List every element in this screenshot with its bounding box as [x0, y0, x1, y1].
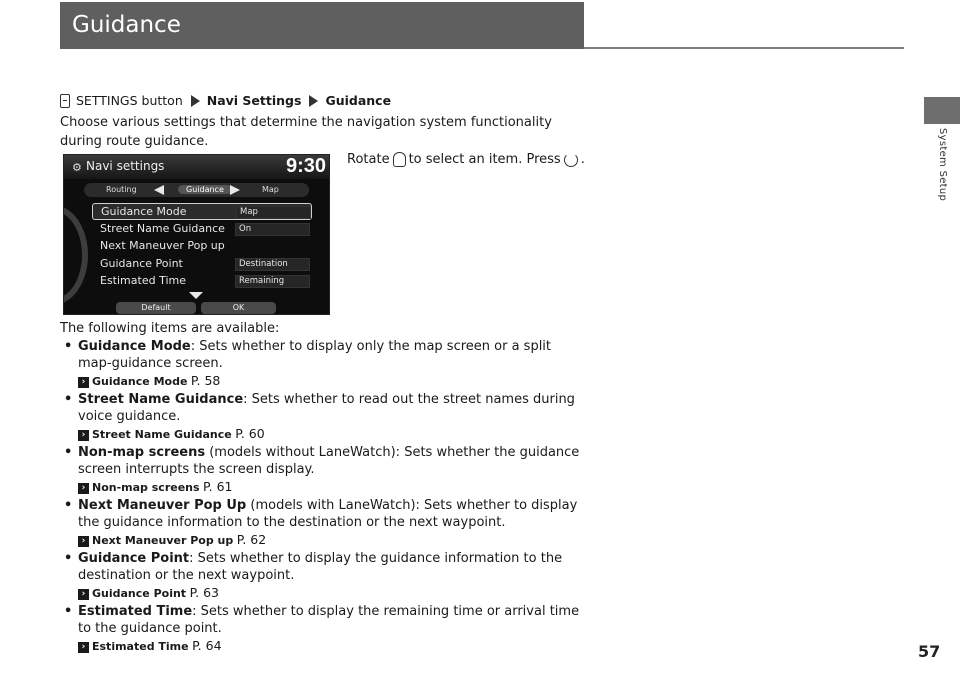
navi-settings-screenshot	[63, 154, 330, 315]
screen-tab-bar	[84, 183, 309, 197]
list-item	[60, 550, 580, 603]
item-name: Guidance Point	[78, 551, 190, 566]
setting-label: Estimated Time	[100, 274, 186, 287]
section-tab-marker	[924, 97, 960, 124]
setting-row-street-name-guidance[interactable]	[92, 221, 312, 238]
item-description: (models with LaneWatch): Sets whether to display the guidance information to the destination or the next waypoint.	[78, 498, 578, 530]
title-rule	[584, 47, 904, 49]
bullet: •	[64, 604, 73, 619]
item-description: (models without LaneWatch): Sets whether the guidance screen interrupts the screen display.	[78, 445, 580, 477]
dial-arc-decoration	[63, 205, 88, 305]
list-item	[60, 338, 580, 391]
item-description: : Sets whether to display only the map screen or a split map-guidance screen.	[78, 339, 552, 371]
cross-reference[interactable]	[78, 637, 580, 656]
ok-button[interactable]: OK	[201, 302, 276, 314]
item-name: Estimated Time	[78, 604, 193, 619]
cross-reference[interactable]	[78, 425, 580, 444]
bullet: •	[64, 339, 73, 354]
reference-name: Street Name Guidance	[92, 428, 232, 441]
list-item	[60, 391, 580, 444]
reference-arrow-icon: ›	[78, 589, 89, 600]
reference-page: P. 61	[203, 479, 233, 494]
breadcrumb-navi-settings: Navi Settings	[206, 93, 302, 108]
setting-label: Guidance Point	[100, 257, 183, 270]
instruction-end: .	[580, 152, 585, 167]
reference-name: Guidance Point	[92, 587, 187, 600]
settings-gear-icon: ⚙	[72, 161, 82, 174]
cross-reference[interactable]	[78, 478, 580, 497]
tab-guidance[interactable]: Guidance	[178, 185, 232, 194]
arrow-right-icon	[309, 95, 318, 107]
item-name: Non-map screens	[78, 445, 206, 460]
item-description: : Sets whether to display the remaining time or arrival time to the guidance point.	[78, 604, 580, 636]
press-dial-icon	[564, 153, 578, 167]
reference-arrow-icon: ›	[78, 536, 89, 547]
bullet: •	[64, 551, 73, 566]
setting-label: Street Name Guidance	[100, 222, 225, 235]
list-item	[60, 497, 580, 550]
setting-value: Destination	[235, 258, 310, 271]
reference-name: Guidance Mode	[92, 375, 188, 388]
cross-reference[interactable]	[78, 372, 580, 391]
item-name: Next Maneuver Pop Up	[78, 498, 247, 513]
intro-text: Choose various settings that determine the navigation system functionality during route guidance.	[60, 115, 552, 149]
reference-arrow-icon: ›	[78, 377, 89, 388]
page-title: Guidance	[60, 2, 584, 49]
setting-label: Guidance Mode	[101, 205, 187, 218]
item-name: Guidance Mode	[78, 339, 191, 354]
tab-left-arrow-icon[interactable]	[154, 185, 164, 195]
page-number: 57	[918, 642, 941, 661]
screen-title: Navi settings	[86, 159, 165, 173]
list-item	[60, 444, 580, 497]
setting-row-estimated-time[interactable]	[92, 273, 312, 290]
item-name: Street Name Guidance	[78, 392, 244, 407]
tab-routing[interactable]: Routing	[106, 185, 137, 194]
tab-right-arrow-icon[interactable]	[230, 185, 240, 195]
tab-map[interactable]: Map	[262, 185, 279, 194]
list-item	[60, 603, 580, 656]
reference-name: Next Maneuver Pop up	[92, 534, 234, 547]
screen-header	[64, 155, 329, 179]
reference-page: P. 63	[189, 585, 220, 600]
setting-row-next-maneuver-pop-up[interactable]	[92, 238, 312, 255]
items-list	[60, 320, 580, 656]
default-button[interactable]: Default	[116, 302, 196, 314]
item-description: : Sets whether to display the guidance information to the destination or the next waypoint.	[78, 551, 563, 583]
reference-name: Non-map screens	[92, 481, 200, 494]
scroll-down-icon[interactable]	[189, 292, 203, 299]
bullet: •	[64, 392, 73, 407]
interface-dial-icon	[393, 152, 406, 167]
reference-arrow-icon: ›	[78, 483, 89, 494]
arrow-right-icon	[191, 95, 200, 107]
reference-arrow-icon: ›	[78, 642, 89, 653]
home-icon	[60, 94, 70, 108]
section-label: System Setup	[937, 128, 948, 202]
instruction-rotate: Rotate	[347, 152, 390, 167]
reference-arrow-icon: ›	[78, 430, 89, 441]
item-description: : Sets whether to read out the street names during voice guidance.	[78, 392, 575, 424]
bullet: •	[64, 445, 73, 460]
setting-value: Map	[236, 206, 311, 219]
cross-reference[interactable]	[78, 584, 580, 603]
breadcrumb-guidance: Guidance	[325, 93, 392, 108]
reference-page: P. 64	[192, 638, 222, 653]
breadcrumb	[60, 93, 391, 108]
instruction-middle: to select an item. Press	[408, 152, 561, 167]
instruction	[347, 152, 585, 167]
reference-name: Estimated Time	[92, 640, 189, 653]
reference-page: P. 62	[236, 532, 267, 547]
cross-reference[interactable]	[78, 531, 580, 550]
reference-page: P. 58	[190, 373, 221, 388]
setting-row-guidance-point[interactable]	[92, 256, 312, 273]
setting-value: On	[235, 223, 310, 236]
bullet: •	[64, 498, 73, 513]
items-intro: The following items are available:	[60, 321, 280, 336]
setting-value: Remaining	[235, 275, 310, 288]
reference-page: P. 60	[235, 426, 265, 441]
setting-row-guidance-mode[interactable]	[92, 203, 312, 220]
breadcrumb-start: SETTINGS button	[76, 93, 183, 108]
screen-clock: 9:30	[285, 155, 326, 177]
setting-label: Next Maneuver Pop up	[100, 239, 225, 252]
